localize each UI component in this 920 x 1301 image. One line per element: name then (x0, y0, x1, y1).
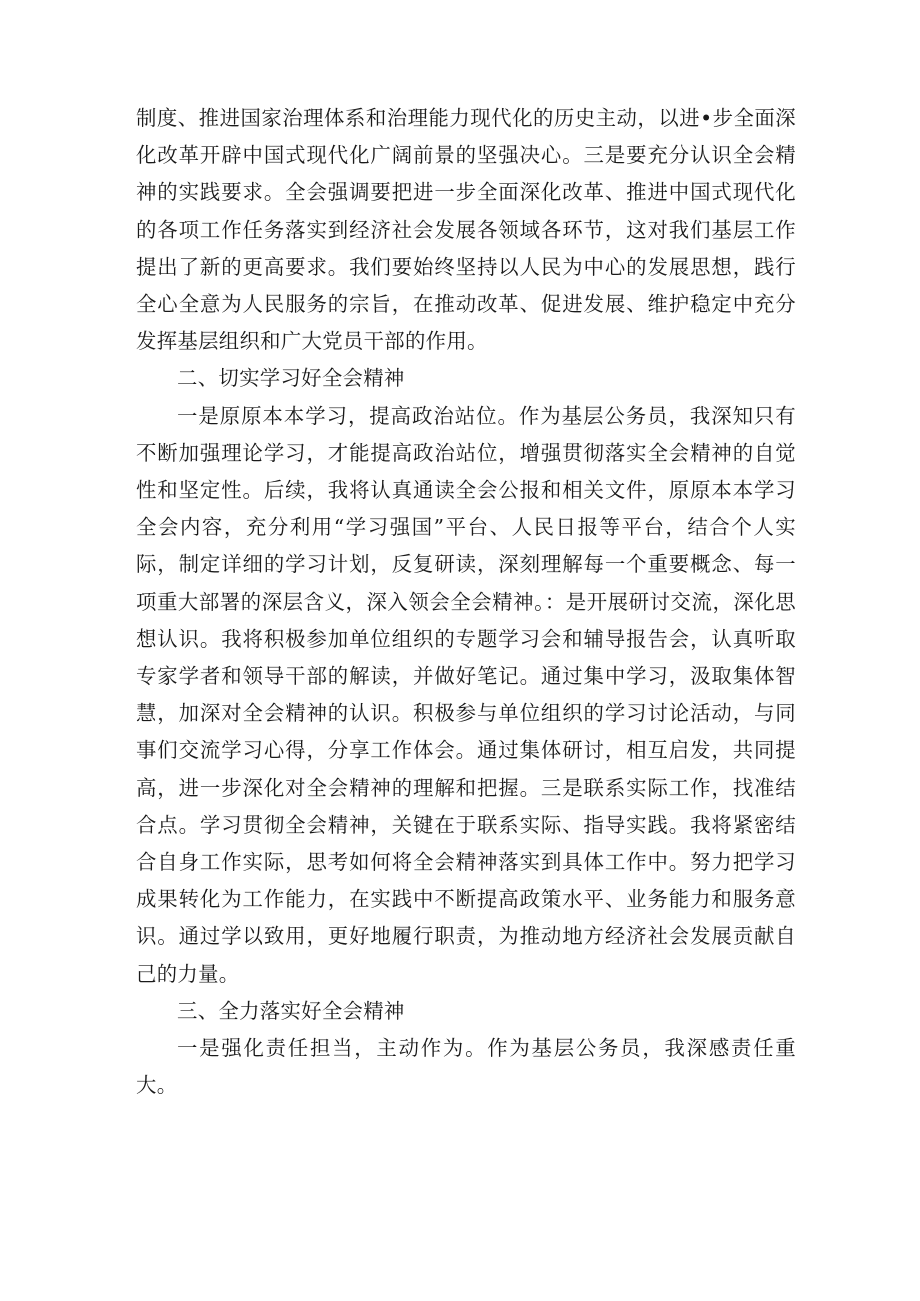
paragraph-implement: 一是强化责任担当，主动作为。作为基层公务员，我深感责任重大。 (136, 1036, 796, 1098)
section-heading-3: 三、全力落实好全会精神 (177, 998, 405, 1023)
paragraph-continuation: 制度、推进国家治理体系和治理能力现代化的历史主动，以进•步全面深化改革开辟中国式现代化广阔前景的坚强决心。三是要充分认识全会精神的实践要求。全会强调要把进一步全面深化改革、推进中国式现代化的各项工作任务落实到经济社会发展各领域各环节，这对我们基层工作提出了新的更高要求。我们要始终坚持以人民为中心的发展思想，践行全心全意为人民服务的宗旨，在推动改革、促进发展、维护稳定中充分发挥基层组织和广大党员干部的作用。 (136, 106, 796, 354)
paragraph-study: 一是原原本本学习，提高政治站位。作为基层公务员，我深知只有不断加强理论学习，才能提高政治站位，增强贯彻落实全会精神的自觉性和坚定性。后续，我将认真通读全会公报和相关文件，原原本本学习全会内容，充分利用“学习强国”平台、人民日报等平台，结合个人实际，制定详细的学习计划，反复研读，深刻理解每一个重要概念、每一项重大部署的深层含义，深入领会全会精神。：是开展研讨交流，深化思想认识。我将积极参加单位组织的专题学习会和辅导报告会，认真听取专家学者和领导干部的解读，并做好笔记。通过集中学习，汲取集体智慧，加深对全会精神的认识。积极参与单位组织的学习讨论活动，与同事们交流学习心得，分享工作体会。通过集体研讨，相互启发，共同提高，进一步深化对全会精神的理解和把握。三是联系实际工作，找准结合点。学习贯彻全会精神，关键在于联系实际、指导实践。我将紧密结合自身工作实际，思考如何将全会精神落实到具体工作中。努力把学习成果转化为工作能力，在实践中不断提高政策水平、业务能力和服务意识。通过学以致用，更好地履行职责，为推动地方经济社会发展贡献自己的力量。 (136, 403, 796, 986)
document-page (136, 100, 796, 1104)
section-heading-2: 二、切实学习好全会精神 (177, 366, 405, 391)
